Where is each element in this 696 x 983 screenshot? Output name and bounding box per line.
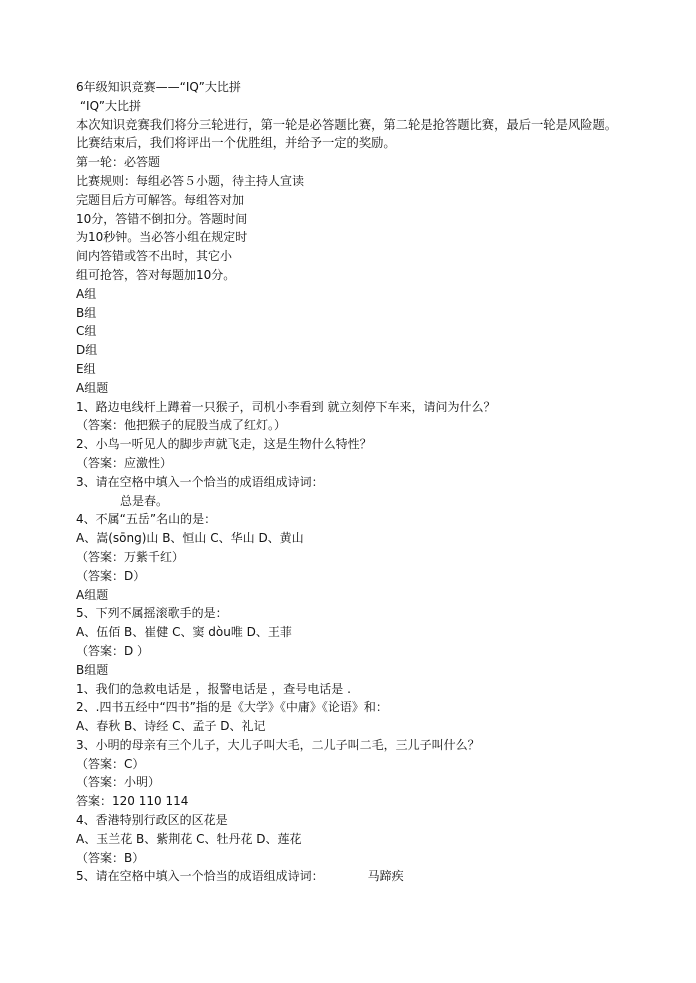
group-label: D组 <box>76 343 98 358</box>
document-body <box>76 78 676 886</box>
rules-line: 比赛规则：每组必答５小题，待主持人宣读 <box>76 173 305 188</box>
rules-line: 完题目后方可解答。每组答对加 <box>76 192 245 207</box>
round-heading: 第一轮：必答题 <box>76 155 161 170</box>
answer-line: （答案：他把猴子的屁股当成了红灯。） <box>76 418 287 433</box>
section-heading: B组题 <box>76 662 109 677</box>
answer-line: （答案：万紫千红） <box>76 549 185 564</box>
group-label: A组 <box>76 286 97 301</box>
answer-line: （答案：D） <box>76 568 146 583</box>
rules-line: 为10秒钟。当必答小组在规定时 <box>76 230 248 245</box>
intro-line: 本次知识竞赛我们将分三轮进行，第一轮是必答题比赛，第二轮是抢答题比赛，最后一轮是风险题。 <box>76 117 618 132</box>
question-line: 3、小明的母亲有三个儿子，大儿子叫大毛，二儿子叫二毛，三儿子叫什么？ <box>76 737 480 752</box>
doc-subtitle: “IQ”大比拼 <box>76 98 142 113</box>
poem-line: 总是春。 <box>120 493 169 508</box>
intro-line: 比赛结束后，我们将评出一个优胜组，并给予一定的奖励。 <box>76 136 396 151</box>
group-label: B组 <box>76 305 97 320</box>
question-line: 2、.四书五经中“四书”指的是《大学》《中庸》《论语》和： <box>76 700 388 715</box>
answer-line: （答案：B） <box>76 850 145 865</box>
answer-line: （答案：D ） <box>76 643 150 658</box>
doc-title: 6年级知识竞赛——“IQ”大比拼 <box>76 80 241 94</box>
options-line: A、玉兰花 B、紫荆花 C、牡丹花 D、莲花 <box>76 831 302 846</box>
question-line <box>76 867 676 886</box>
group-label: E组 <box>76 361 96 376</box>
question-line: 3、请在空格中填入一个恰当的成语组成诗词： <box>76 474 324 489</box>
answer-line: 答案：120 110 114 <box>76 794 189 809</box>
question-text: 5、请在空格中填入一个恰当的成语组成诗词： <box>76 869 324 884</box>
rules-line: 间内答错或答不出时，其它小 <box>76 249 233 264</box>
question-line: 5、下列不属摇滚歌手的是： <box>76 606 228 621</box>
section-heading: A组题 <box>76 587 109 602</box>
question-line: 1、我们的急救电话是 ，报警电话是 ，查号电话是 . <box>76 681 351 696</box>
question-line: 4、不属“五岳”名山的是： <box>76 512 217 527</box>
options-line: A、伍佰 B、崔健 C、窦 dòu唯 D、王菲 <box>76 625 292 640</box>
options-line: A、嵩(sōng)山 B、恒山 C、华山 D、黄山 <box>76 531 304 546</box>
rules-line: 10分，答错不倒扣分。答题时间 <box>76 211 248 226</box>
question-line: 4、香港特别行政区的区花是 <box>76 813 228 828</box>
answer-line: （答案：C） <box>76 756 145 771</box>
answer-line: （答案：应激性） <box>76 455 173 470</box>
rules-line: 组可抢答，答对每题加10分。 <box>76 267 236 282</box>
section-heading: A组题 <box>76 380 109 395</box>
question-line: 1、路边电线杆上蹲着一只猴子，司机小李看到 就立刻停下车来，请问为什么？ <box>76 399 496 414</box>
poem-fragment: 马蹄疾 <box>367 869 404 884</box>
answer-line: （答案：小明） <box>76 775 161 790</box>
group-label: C组 <box>76 324 97 339</box>
options-line: A、春秋 B、诗经 C、孟子 D、礼记 <box>76 719 266 734</box>
question-line: 2、小鸟一听见人的脚步声就飞走，这是生物什么特性？ <box>76 437 372 452</box>
